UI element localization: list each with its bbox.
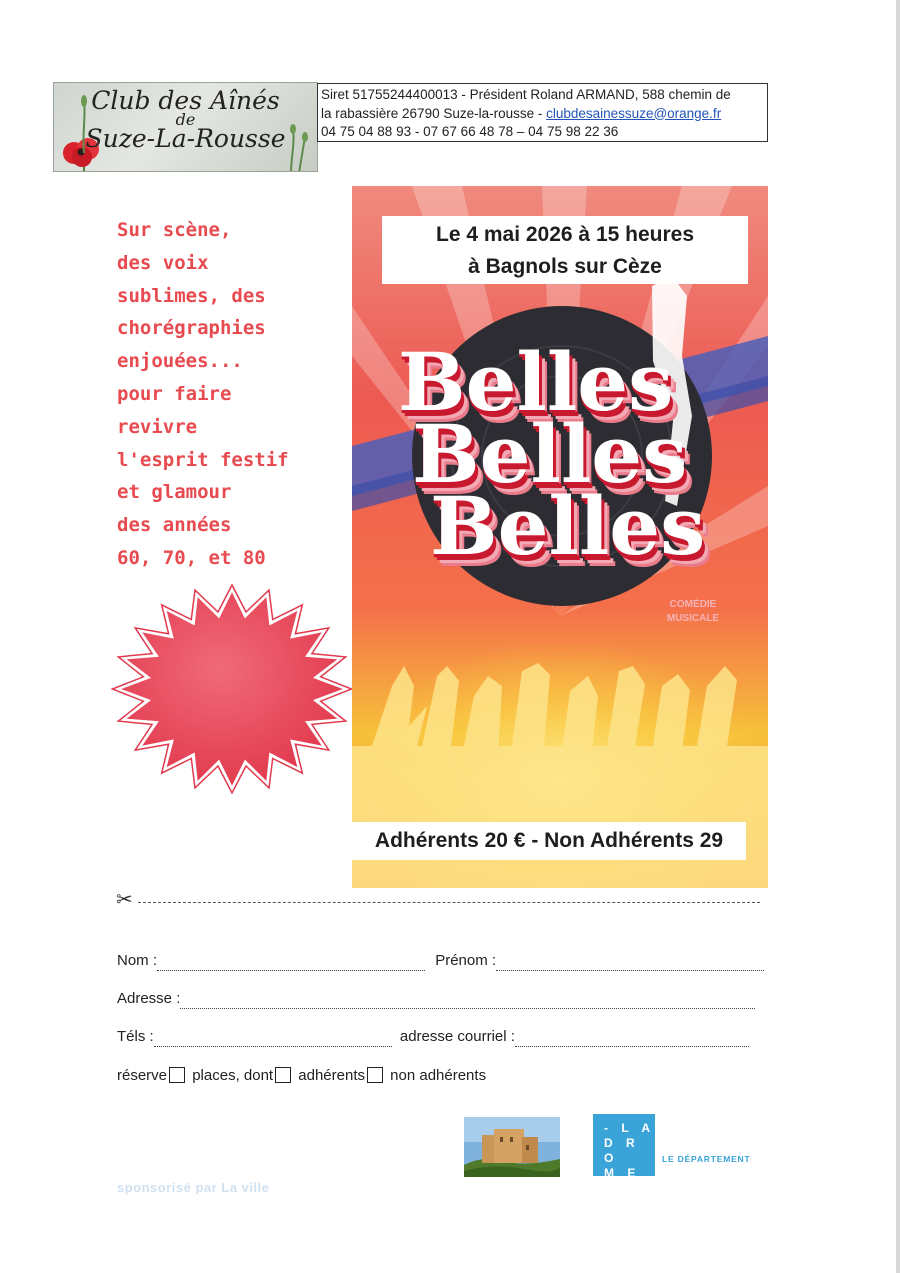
info-line-2: [321, 105, 764, 124]
courriel-field[interactable]: [515, 1032, 749, 1047]
slogan-line: revivre: [117, 415, 198, 438]
drome-line: - L A: [604, 1121, 655, 1135]
drome-logo: [593, 1114, 655, 1195]
genre-line: MUSICALE: [666, 613, 720, 624]
castle-icon: [464, 1117, 560, 1177]
non-adherents-label: non adhérents: [390, 1067, 487, 1084]
show-title: [398, 335, 738, 573]
event-date-box: [382, 216, 748, 284]
slogan-line: chorégraphies: [117, 317, 266, 340]
info-address: la rabassière 26790 Suze-la-rousse -: [321, 105, 547, 121]
show-genre: [648, 598, 738, 626]
club-logo: [53, 82, 318, 172]
title-line: Belles: [430, 479, 706, 573]
title-line: Belles: [398, 335, 674, 429]
drome-line: M E -: [604, 1166, 641, 1195]
logo-line-1: Club des Aînés: [91, 86, 280, 115]
slogan-line: l'esprit festif: [117, 448, 289, 471]
departement-label: LE DÉPARTEMENT: [662, 1154, 751, 1164]
slogan-line: pour faire: [117, 382, 232, 405]
tels-field[interactable]: [154, 1032, 392, 1047]
sponsor-text: sponsorisé par La ville: [117, 1180, 270, 1195]
genre-line: COMÉDIE: [669, 599, 717, 610]
logo-line-3: Suze-La-Rousse: [85, 124, 286, 153]
slogan: [117, 214, 307, 575]
slogan-line: des voix: [117, 251, 209, 274]
page-edge: [896, 0, 900, 1273]
form-row-contact: [117, 1027, 749, 1047]
adherents-label: adhérents: [298, 1067, 365, 1084]
info-line-3: 04 75 04 88 93 - 07 67 66 48 78 – 04 75 98 22 36: [321, 124, 619, 139]
adherents-checkbox[interactable]: [275, 1067, 291, 1083]
adresse-field[interactable]: [180, 994, 755, 1009]
event-date: Le 4 mai 2026 à 15 heures: [436, 223, 694, 246]
castle-image: [464, 1117, 560, 1177]
tels-label: Téls :: [117, 1028, 154, 1045]
logo-text: [54, 86, 317, 153]
title-line: Belles: [412, 407, 688, 501]
courriel-label: adresse courriel :: [399, 1028, 515, 1045]
form-row-address: [117, 989, 755, 1009]
places-checkbox[interactable]: [169, 1067, 185, 1083]
slogan-line: des années: [117, 514, 232, 537]
cut-line: [138, 902, 760, 903]
club-info-box: [317, 83, 768, 142]
scissors-icon: ✂: [116, 889, 133, 911]
price-box: Adhérents 20 € - Non Adhérents 29: [352, 822, 746, 860]
logo-line-2: de: [175, 110, 196, 129]
slogan-line: et glamour: [117, 481, 232, 504]
reserve-label: réserve: [117, 1067, 168, 1084]
slogan-line: Sur scène,: [117, 219, 232, 241]
slogan-line: 60, 70, et 80: [117, 546, 266, 569]
nom-field[interactable]: [157, 956, 425, 971]
event-location: à Bagnols sur Cèze: [468, 255, 662, 278]
slogan-line: enjouées...: [117, 350, 243, 373]
non-adherents-checkbox[interactable]: [367, 1067, 383, 1083]
info-line-1: Siret 51755244400013 - Président Roland ARMAND, 588 chemin de: [321, 87, 731, 102]
form-row-reservation: [117, 1066, 486, 1086]
show-poster: [352, 186, 768, 888]
drome-line: D R O: [604, 1136, 640, 1165]
nom-label: Nom :: [117, 952, 158, 969]
prenom-label: Prénom :: [435, 952, 497, 969]
slogan-line: sublimes, des: [117, 284, 266, 307]
places-label: places, dont: [192, 1067, 274, 1084]
adresse-label: Adresse :: [117, 990, 181, 1007]
form-row-name: [117, 951, 764, 971]
email-link[interactable]: clubdesainessuze@orange.fr: [546, 105, 722, 121]
starburst-icon: [106, 582, 358, 796]
prenom-field[interactable]: [496, 956, 764, 971]
